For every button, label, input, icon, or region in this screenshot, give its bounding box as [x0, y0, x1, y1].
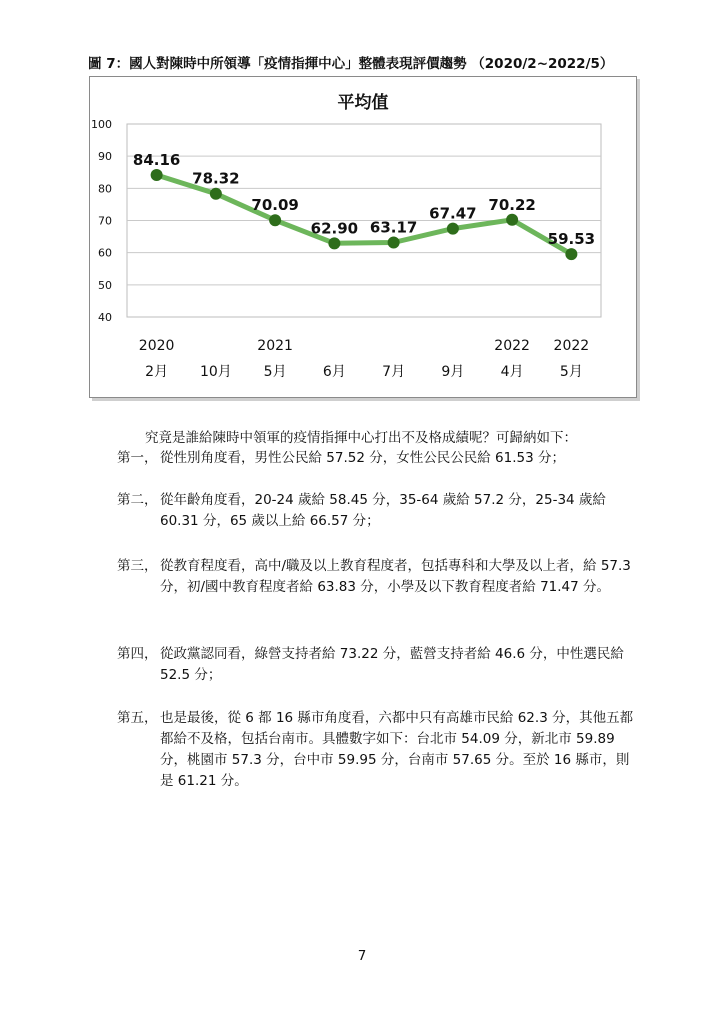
finding-1: [117, 448, 641, 469]
y-tick-label: 70: [98, 214, 112, 228]
finding-text: 從性別角度看，男性公民給 57.52 分，女性公民公民給 61.53 分；: [160, 450, 565, 466]
y-tick-label: 50: [98, 278, 112, 292]
data-point: [388, 236, 400, 248]
x-month-label: 7月: [382, 364, 406, 380]
data-label: 70.22: [488, 195, 536, 214]
finding-text: 從政黨認同看，綠營支持者給 73.22 分，藍營支持者給 46.6 分，中性選民給 52.5 分；: [160, 646, 624, 683]
finding-text: 從教育程度看，高中/職及以上教育程度者，包括專科和大學及以上者，給 57.3 分，初/國中教育程度者給 63.83 分，小學及以下教育程度者給 71.47 分。: [160, 558, 631, 595]
y-tick-label: 90: [98, 150, 112, 164]
finding-5: [117, 708, 641, 792]
data-label: 84.16: [132, 150, 181, 169]
page-number: 7: [357, 948, 367, 964]
finding-label: 第三，: [117, 558, 158, 574]
finding-4: [117, 644, 641, 686]
body-text: [117, 428, 641, 789]
data-point: [328, 237, 340, 249]
y-tick-label: 100: [91, 118, 112, 131]
y-tick-label: 80: [98, 182, 112, 196]
finding-text: 從年齡角度看，20-24 歲給 58.45 分，35-64 歲給 57.2 分，25-34 歲給 60.31 分，65 歲以上給 66.57 分；: [160, 492, 606, 529]
y-tick-label: 60: [98, 246, 112, 260]
data-point: [151, 169, 163, 181]
figure-title: 圖 7：國人對陳時中所領導「疫情指揮中心」整體表現評價趨勢 （2020/2~2022/5）: [88, 56, 614, 72]
finding-label: 第一，: [117, 450, 158, 466]
data-label: 59.53: [547, 230, 596, 249]
data-label: 67.47: [429, 204, 477, 223]
data-label: 78.32: [192, 169, 240, 188]
finding-2: [117, 490, 641, 532]
finding-label: 第二，: [117, 492, 158, 508]
finding-label: 第五，: [117, 710, 158, 726]
x-month-label: 4月: [500, 364, 524, 380]
data-point: [210, 188, 222, 200]
x-year-label: 2022: [494, 338, 530, 354]
x-year-label: 2022: [553, 338, 590, 354]
intro-paragraph: 究竟是誰給陳時中領軍的疫情指揮中心打出不及格成績呢？可歸納如下：: [145, 430, 577, 446]
finding-3: [117, 556, 641, 598]
x-month-label: 6月: [322, 364, 346, 380]
chart-canvas: [90, 77, 636, 397]
x-month-label: 9月: [441, 364, 465, 380]
y-tick-label: 40: [98, 311, 112, 324]
line-chart: [89, 76, 637, 398]
finding-text: 也是最後，從 6 都 16 縣市角度看，六都中只有高雄市民給 62.3 分，其他五都都給不及格，包括台南市。具體數字如下：台北市 54.09 分，新北市 59.89 分，桃園市 57.3 分，台中市 59.95 分，台南市 57.65 分。至於 16 縣市，則是 61.21 分。: [160, 710, 634, 789]
chart-title: 平均值: [337, 93, 389, 113]
data-point: [269, 214, 281, 226]
data-point: [506, 214, 518, 226]
data-point: [447, 223, 459, 235]
x-year-label: 2021: [257, 338, 293, 354]
x-month-label: 10月: [199, 364, 232, 380]
data-label: 62.90: [310, 219, 359, 238]
x-month-label: 2月: [145, 364, 169, 380]
data-label: 70.09: [251, 196, 299, 215]
x-month-label: 5月: [263, 364, 287, 380]
data-label: 63.17: [369, 218, 418, 237]
data-point: [565, 248, 577, 260]
x-year-label: 2020: [138, 338, 175, 354]
x-month-label: 5月: [559, 364, 583, 380]
finding-label: 第四，: [117, 646, 158, 662]
